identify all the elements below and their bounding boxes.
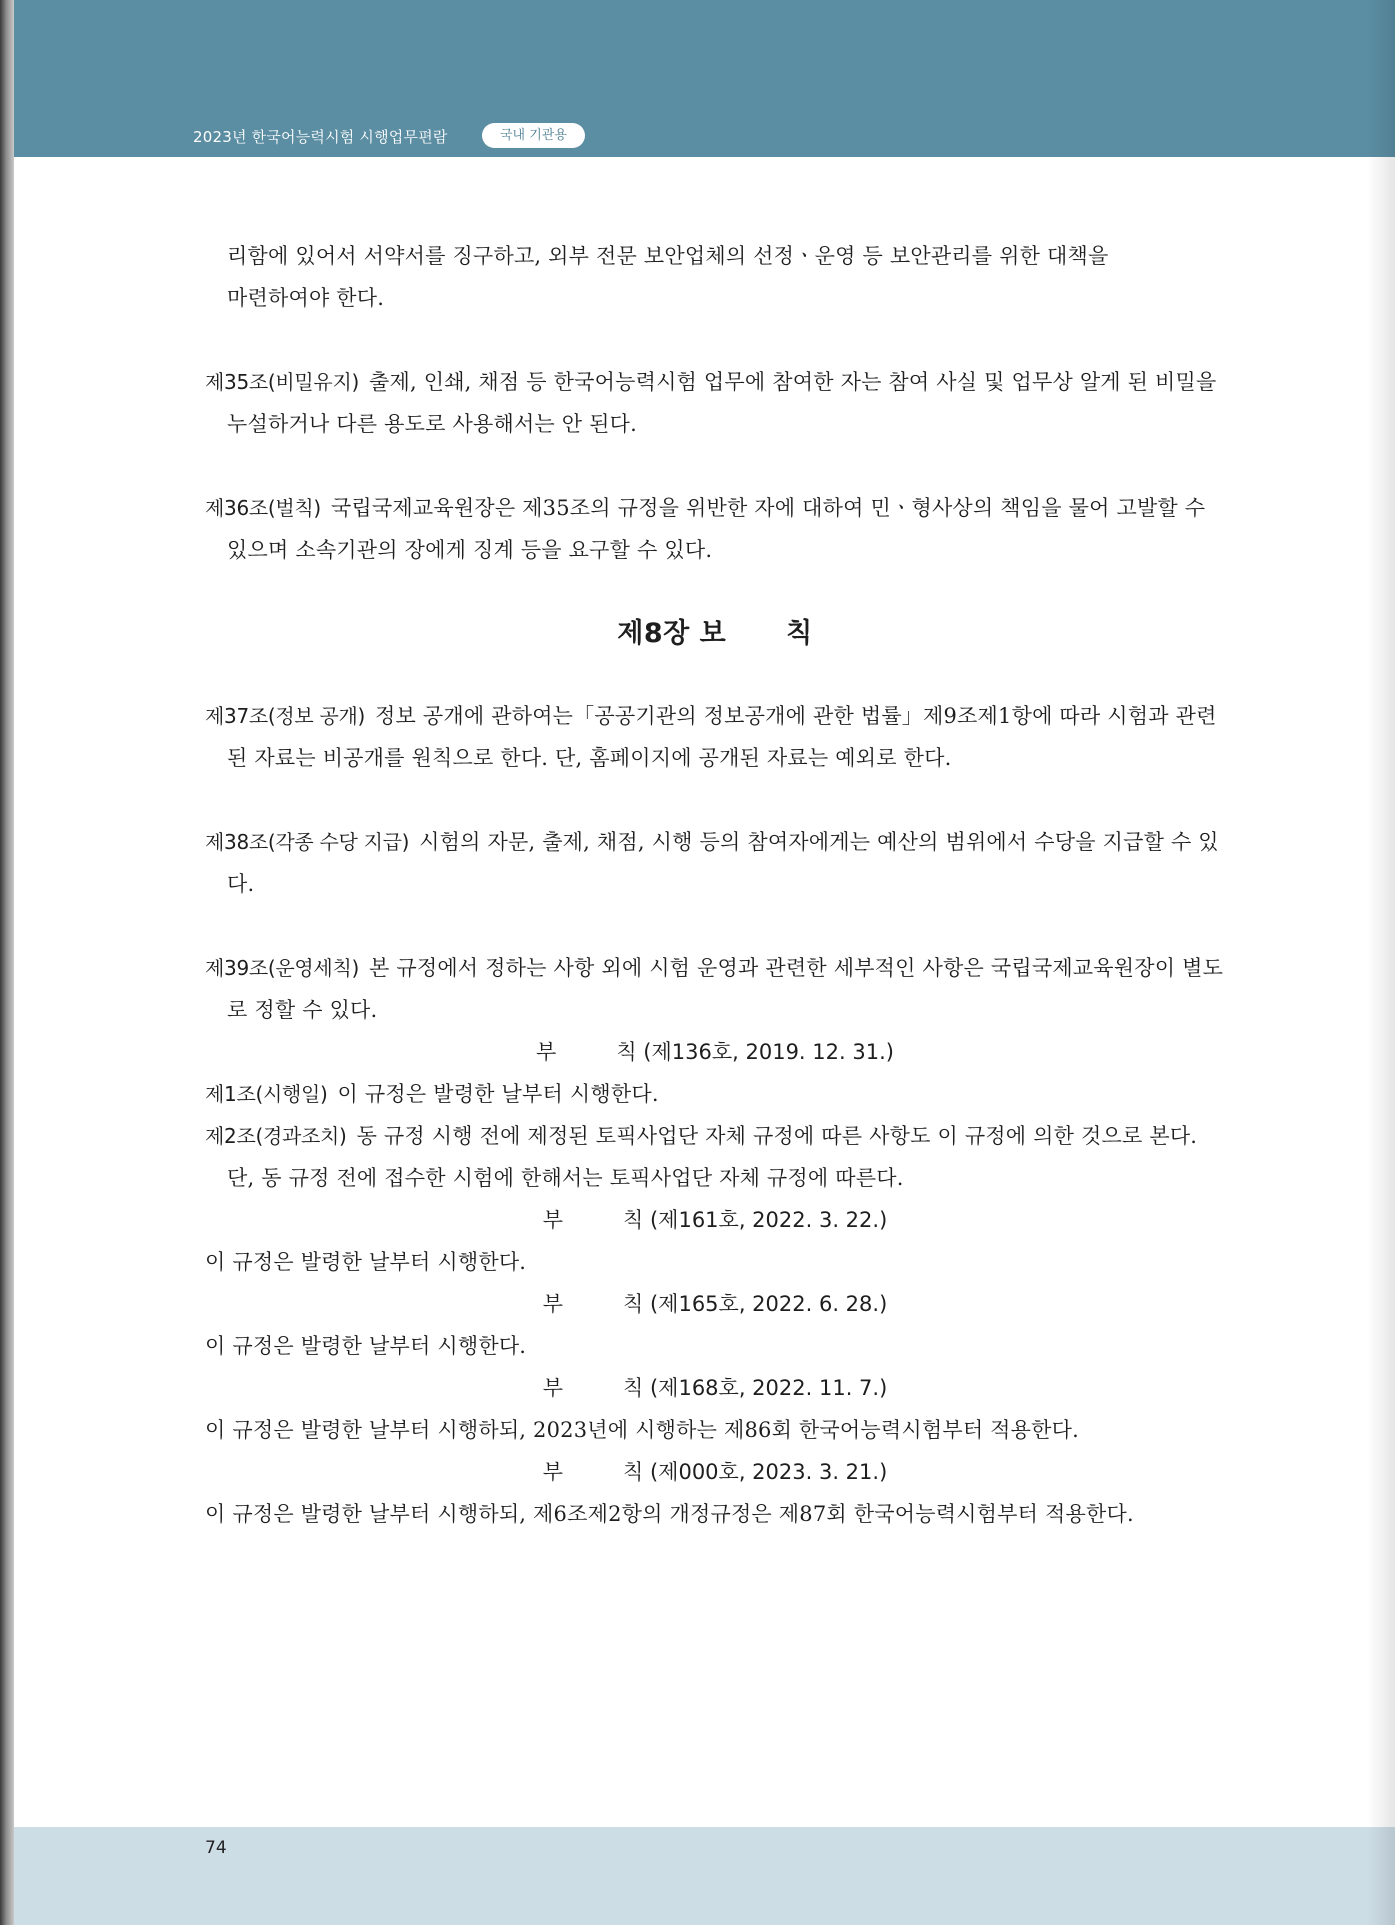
article-37-label: 제37조(정보 공개) <box>205 704 366 728</box>
article-38 <box>205 821 1225 905</box>
header-title: 2023년 한국어능력시험 시행업무편람 <box>193 128 448 146</box>
article-36 <box>205 487 1225 571</box>
supplement-5-text: 이 규정은 발령한 날부터 시행하되, 제6조제2항의 개정규정은 제87회 한국어능력시험부터 적용한다. <box>205 1502 1134 1526</box>
supplement-heading-2 <box>205 1199 1225 1241</box>
supplement-1-article-1-label: 제1조(시행일) <box>205 1082 328 1106</box>
article-35-label: 제35조(비밀유지) <box>205 370 359 394</box>
chapter-heading-part2: 칙 <box>786 618 813 649</box>
supplement-5-word2: 칙 (제000호, 2023. 3. 21.) <box>623 1460 888 1484</box>
supplement-4-text: 이 규정은 발령한 날부터 시행하되, 2023년에 시행하는 제86회 한국어능력시험부터 적용한다. <box>205 1418 1080 1442</box>
intro-line-1: 리함에 있어서 서약서를 징구하고, 외부 전문 보안업체의 선정ㆍ운영 등 보안관리를 위한 대책을 <box>227 244 1109 268</box>
chapter-heading-part1: 제8장 보 <box>617 618 727 649</box>
supplement-2-word1: 부 <box>542 1208 564 1232</box>
supplement-1-word1: 부 <box>536 1040 557 1064</box>
supplement-3-text: 이 규정은 발령한 날부터 시행한다. <box>205 1334 527 1358</box>
chapter-heading <box>205 613 1225 655</box>
supplement-heading-4 <box>205 1367 1225 1409</box>
supplement-1-article-1-text: 이 규정은 발령한 날부터 시행한다. <box>337 1082 659 1106</box>
article-36-label: 제36조(벌칙) <box>205 496 321 520</box>
supplement-4-word1: 부 <box>542 1376 564 1400</box>
page-edge-shadow <box>1367 0 1395 1925</box>
page-number: 74 <box>205 1838 227 1858</box>
supplement-5-word1: 부 <box>542 1460 564 1484</box>
article-37-text: 정보 공개에 관하여는「공공기관의 정보공개에 관한 법률」제9조제1항에 따라 시험과 관련된 자료는 비공개를 원칙으로 한다. 단, 홈페이지에 공개된 자료는 예외로 한다. <box>227 704 1217 770</box>
article-38-label: 제38조(각종 수당 지급) <box>205 830 410 854</box>
supplement-3-word1: 부 <box>542 1292 564 1316</box>
supplement-2-word2: 칙 (제161호, 2022. 3. 22.) <box>623 1208 888 1232</box>
supplement-4-word2: 칙 (제168호, 2022. 11. 7.) <box>623 1376 888 1400</box>
intro-line-2: 마련하여야 한다. <box>227 286 385 310</box>
supplement-heading-5 <box>205 1451 1225 1493</box>
book-spine <box>0 0 14 1925</box>
supplement-heading-3 <box>205 1283 1225 1325</box>
supplement-1-article-2-label: 제2조(경과조치) <box>205 1124 347 1148</box>
supplement-1-article-2-text: 동 규정 시행 전에 제정된 토픽사업단 자체 규정에 따른 사항도 이 규정에 의한 것으로 본다. 단, 동 규정 전에 접수한 시험에 한해서는 토픽사업단 자체 규정에 따른다. <box>227 1124 1198 1190</box>
article-35 <box>205 361 1225 445</box>
article-39-label: 제39조(운영세칙) <box>205 956 359 980</box>
article-39 <box>205 947 1225 1031</box>
supplement-1-article-1 <box>205 1073 1225 1115</box>
supplement-1-article-2 <box>205 1115 1225 1199</box>
article-36-text: 국립국제교육원장은 제35조의 규정을 위반한 자에 대하여 민ㆍ형사상의 책임을 물어 고발할 수 있으며 소속기관의 장에게 징계 등을 요구할 수 있다. <box>227 496 1206 562</box>
supplement-1-word2: 칙 (제136호, 2019. 12. 31.) <box>616 1040 894 1064</box>
article-37 <box>205 695 1225 779</box>
document-body <box>205 235 1225 1535</box>
article-35-text: 출제, 인쇄, 채점 등 한국어능력시험 업무에 참여한 자는 참여 사실 및 업무상 알게 된 비밀을 누설하거나 다른 용도로 사용해서는 안 된다. <box>227 370 1217 436</box>
article-39-text: 본 규정에서 정하는 사항 외에 시험 운영과 관련한 세부적인 사항은 국립국제교육원장이 별도로 정할 수 있다. <box>227 956 1224 1022</box>
page-header <box>14 0 1395 157</box>
supplement-heading-1 <box>205 1031 1225 1073</box>
supplement-3-word2: 칙 (제165호, 2022. 6. 28.) <box>623 1292 888 1316</box>
document-page <box>14 0 1395 1925</box>
supplement-2-text: 이 규정은 발령한 날부터 시행한다. <box>205 1250 527 1274</box>
header-badge: 국내 기관용 <box>482 123 585 148</box>
article-38-text: 시험의 자문, 출제, 채점, 시행 등의 참여자에게는 예산의 범위에서 수당을 지급할 수 있다. <box>227 830 1219 896</box>
